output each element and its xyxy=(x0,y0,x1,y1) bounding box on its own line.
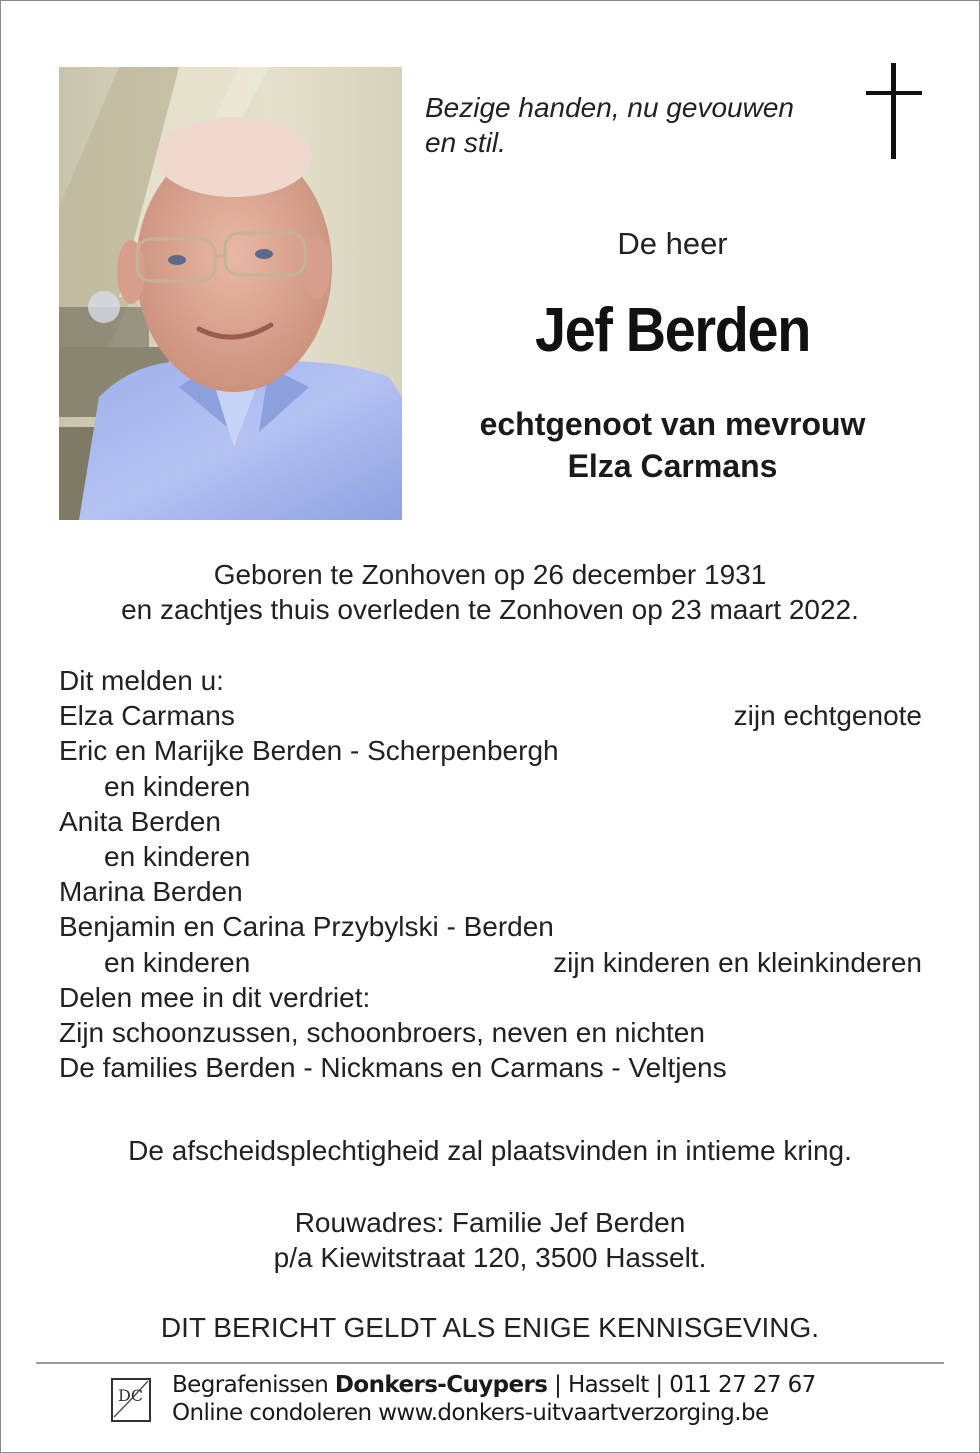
life-dates xyxy=(0,557,980,627)
mourner-name: Elza Carmans xyxy=(59,700,235,732)
mourner-name: Delen mee in dit verdriet: xyxy=(59,981,371,1013)
mourner-name: Anita Berden xyxy=(59,805,221,837)
mourner-row xyxy=(59,839,922,874)
mourner-name: Benjamin en Carina Przybylski - Berden xyxy=(59,911,554,943)
footer-line-1 xyxy=(172,1371,892,1399)
mourners-list xyxy=(59,663,922,1085)
mourner-name: Dit melden u: xyxy=(59,665,224,696)
quote-line: en stil. xyxy=(425,127,506,158)
footer-divider xyxy=(36,1362,944,1364)
cross-icon xyxy=(866,63,922,159)
mourner-row xyxy=(59,1050,922,1085)
mourner-row xyxy=(59,663,922,698)
spouse-info xyxy=(425,403,920,487)
mourner-name: Marina Berden xyxy=(59,876,243,908)
birth-line: Geboren te Zonhoven op 26 december 1931 xyxy=(213,559,767,590)
mourner-name: Eric en Marijke Berden - Scherpenbergh xyxy=(59,735,559,767)
quote-line: Bezige handen, nu gevouwen xyxy=(425,92,794,123)
svg-text:DC: DC xyxy=(118,1386,144,1405)
mourner-row xyxy=(59,733,922,768)
mourner-row xyxy=(59,804,922,839)
mourning-address xyxy=(0,1205,980,1275)
death-line: en zachtjes thuis overleden te Zonhoven op 23 maart 2022. xyxy=(121,594,859,625)
footer-line-2: Online condoleren www.donkers-uitvaartverzorging.be xyxy=(172,1400,769,1426)
mourner-row xyxy=(59,909,922,944)
footer-contact: | Hasselt | 011 27 27 67 xyxy=(547,1372,816,1398)
spouse-line: Elza Carmans xyxy=(567,448,778,484)
mourner-name: en kinderen xyxy=(104,840,251,872)
portrait-photo xyxy=(59,67,402,520)
mourner-name: De families Berden - Nickmans en Carmans - Veltjens xyxy=(59,1052,727,1084)
spouse-line: echtgenoot van mevrouw xyxy=(479,406,866,442)
ceremony-info: De afscheidsplechtigheid zal plaatsvinden in intieme kring. xyxy=(128,1135,852,1166)
notice-statement: DIT BERICHT GELDT ALS ENIGE KENNISGEVING. xyxy=(160,1312,820,1343)
mourner-row xyxy=(59,769,922,804)
company-name: Donkers-Cuypers xyxy=(334,1372,548,1398)
footer-prefix: Begrafenissen xyxy=(172,1372,335,1398)
address-line: p/a Kiewitstraat 120, 3500 Hasselt. xyxy=(273,1242,707,1273)
mourner-row xyxy=(59,698,922,733)
memorial-quote xyxy=(425,90,855,160)
address-line: Rouwadres: Familie Jef Berden xyxy=(294,1207,686,1238)
funeral-home-footer xyxy=(172,1371,892,1427)
mourner-row xyxy=(59,980,922,1015)
mourner-name: Zijn schoonzussen, schoonbroers, neven en nichten xyxy=(59,1016,705,1048)
mourner-row xyxy=(59,1015,922,1050)
honorific: De heer xyxy=(617,226,728,261)
mourner-name: en kinderen xyxy=(104,946,251,978)
mourner-row xyxy=(59,874,922,909)
mourner-name: en kinderen xyxy=(104,770,251,802)
mourner-row xyxy=(59,945,922,980)
deceased-name: Jef Berden xyxy=(535,296,810,365)
mourner-relation: zijn kinderen en kleinkinderen xyxy=(553,946,922,978)
funeral-home-logo xyxy=(108,1373,156,1425)
mourner-relation: zijn echtgenote xyxy=(733,700,922,732)
